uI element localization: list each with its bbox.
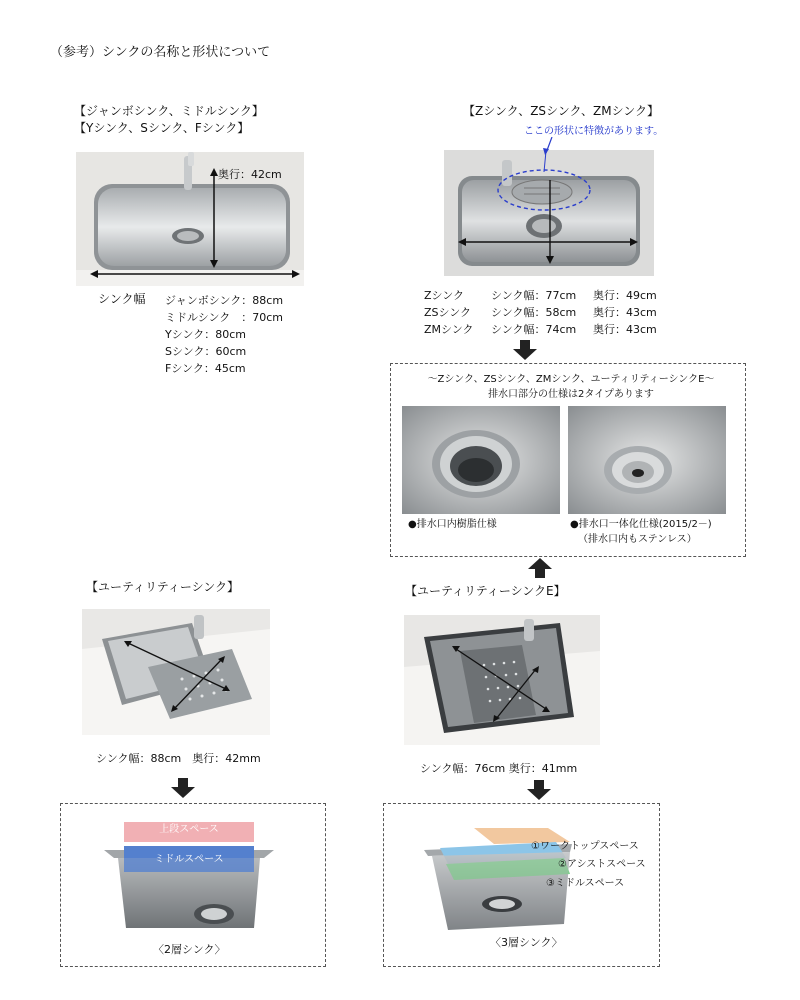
upper-space-label: 上段スペース bbox=[159, 824, 219, 835]
width-f: Fシンク：45cm bbox=[165, 362, 246, 375]
spec-depth-zm: 奥行：43cm bbox=[593, 323, 657, 336]
page-title: （参考）シンクの名称と形状について bbox=[50, 45, 271, 60]
resin-drain-caption: ●排水口内樹脂仕様 bbox=[408, 519, 497, 530]
left-header-line1: 【ジャンボシンク、ミドルシンク】 bbox=[74, 104, 264, 118]
middle-space-label: ミドルスペース bbox=[154, 854, 224, 865]
spec-depth-zs: 奥行：43cm bbox=[593, 306, 657, 319]
integrated-drain-note: （排水口内もステンレス） bbox=[578, 534, 697, 545]
spec-width-z: シンク幅：77cm bbox=[491, 289, 577, 302]
utility-spec: シンク幅：88cm 奥行：42mm bbox=[96, 752, 261, 765]
spec-name-z: Zシンク bbox=[424, 289, 465, 302]
arrow-up-icon bbox=[527, 558, 553, 578]
callout-pointer-icon bbox=[538, 137, 558, 155]
middle-space-label-e: ③ミドルスペース bbox=[546, 878, 625, 889]
spec-name-zm: ZMシンク bbox=[424, 323, 474, 336]
utility-e-sink-photo bbox=[404, 615, 600, 745]
width-y: Yシンク：80cm bbox=[165, 328, 246, 341]
utility-header: 【ユーティリティーシンク】 bbox=[86, 580, 240, 594]
spec-width-zm: シンク幅：74cm bbox=[491, 323, 577, 336]
integrated-drain-caption: ●排水口一体化仕様(2015/2－) bbox=[570, 519, 712, 530]
three-layer-caption: 〈3層シンク〉 bbox=[490, 936, 563, 949]
z-sink-photo bbox=[444, 150, 654, 276]
arrow-down-icon bbox=[512, 340, 538, 360]
arrow-down-icon bbox=[526, 780, 552, 800]
arrow-down-icon bbox=[170, 778, 196, 798]
drain-box-title: ～Zシンク、ZSシンク、ZMシンク、ユーティリティーシンクE～ bbox=[427, 374, 715, 385]
drain-box-subtitle: 排水口部分の仕様は2タイプあります bbox=[488, 389, 654, 400]
utility-e-spec: シンク幅：76cm 奥行：41mm bbox=[420, 762, 578, 775]
spec-depth-z: 奥行：49cm bbox=[593, 289, 657, 302]
width-s: Sシンク：60cm bbox=[165, 345, 247, 358]
feature-callout: ここの形状に特徴があります。 bbox=[524, 126, 664, 137]
two-layer-caption: 〈2層シンク〉 bbox=[153, 943, 226, 956]
depth-label: 奥行：42cm bbox=[218, 168, 282, 181]
integrated-drain-photo bbox=[568, 406, 726, 514]
assist-space-label: ②アシストスペース bbox=[558, 859, 646, 870]
width-middle: ミドルシンク ：70cm bbox=[165, 311, 283, 324]
spec-width-zs: シンク幅：58cm bbox=[491, 306, 577, 319]
sink-width-label: シンク幅 bbox=[98, 292, 146, 306]
utility-sink-photo bbox=[82, 609, 270, 735]
spec-name-zs: ZSシンク bbox=[424, 306, 472, 319]
two-layer-sink-illustration bbox=[104, 818, 284, 938]
utility-e-header: 【ユーティリティーシンクE】 bbox=[405, 584, 566, 598]
right-header: 【Zシンク、ZSシンク、ZMシンク】 bbox=[463, 104, 660, 118]
worktop-space-label: ①ワークトップスペース bbox=[531, 841, 639, 852]
resin-drain-photo bbox=[402, 406, 560, 514]
left-header-line2: 【Yシンク、Sシンク、Fシンク】 bbox=[74, 121, 250, 135]
width-jumbo: ジャンボシンク：88cm bbox=[165, 294, 284, 307]
